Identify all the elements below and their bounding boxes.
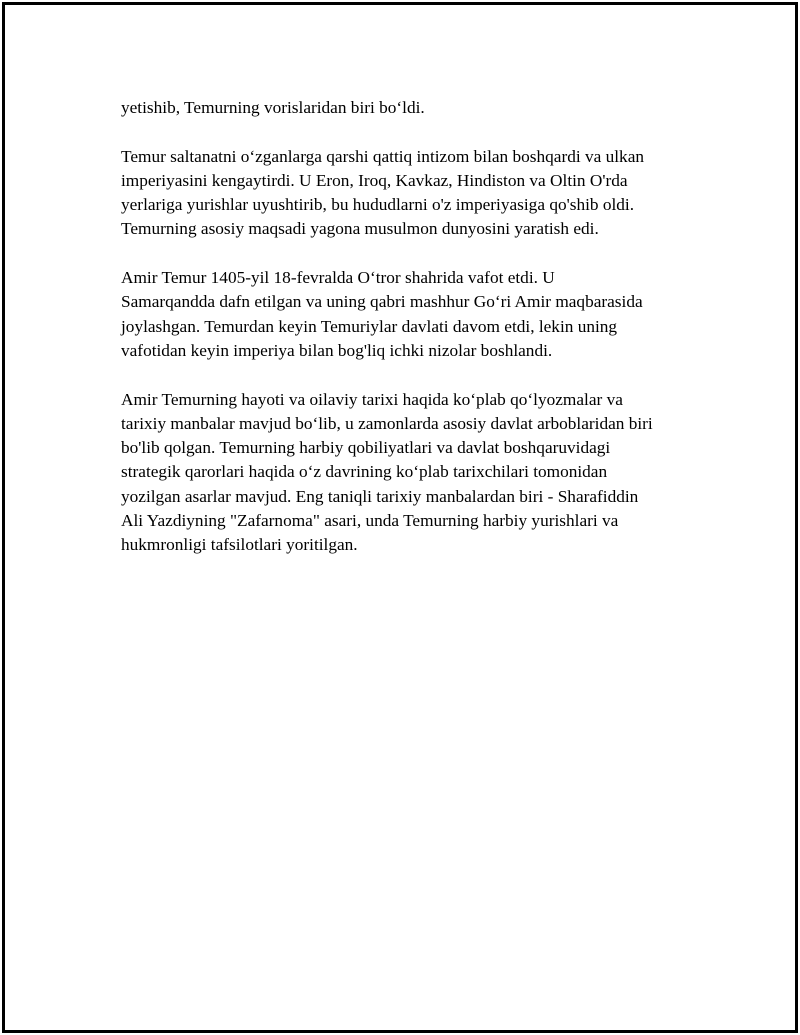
paragraph-3 — [121, 266, 701, 363]
text-line: yerlariga yurishlar uyushtirib, bu hududlarni o'z imperiyasiga qo'shib oldi. — [121, 195, 635, 215]
page-border — [2, 2, 798, 1033]
text-line: imperiyasini kengaytirdi. U Eron, Iroq, Kavkaz, Hindiston va Oltin O'rda — [121, 170, 628, 190]
document-body — [121, 96, 701, 582]
text-line: Amir Temurning hayoti va oilaviy tarixi haqida ko‘plab qo‘lyozmalar va — [121, 389, 623, 409]
paragraph-4 — [121, 388, 701, 558]
text-line: Ali Yazdiyning "Zafarnoma" asari, unda Temurning harbiy yurishlari va — [121, 511, 619, 531]
paragraph-1 — [121, 96, 701, 120]
text-line: joylashgan. Temurdan keyin Temuriylar davlati davom etdi, lekin uning — [121, 316, 618, 336]
text-line: Temur saltanatni o‘zganlarga qarshi qattiq intizom bilan boshqardi va ulkan — [121, 146, 645, 166]
text-line: vafotidan keyin imperiya bilan bog'liq ichki nizolar boshlandi. — [121, 340, 553, 360]
paragraph-2 — [121, 145, 701, 242]
text-line: yetishib, Temurning vorislaridan biri bo‘ldi. — [121, 98, 425, 117]
text-line: bo'lib qolgan. Temurning harbiy qobiliyatlari va davlat boshqaruvidagi — [121, 438, 611, 458]
text-line: Samarqandda dafn etilgan va uning qabri mashhur Go‘ri Amir maqbarasida — [121, 292, 643, 312]
text-line: tarixiy manbalar mavjud bo‘lib, u zamonlarda asosiy davlat arboblaridan biri — [121, 413, 653, 433]
text-line: hukmronligi tafsilotlari yoritilgan. — [121, 535, 358, 555]
text-line: yozilgan asarlar mavjud. Eng taniqli tarixiy manbalardan biri - Sharafiddin — [121, 486, 639, 506]
text-line: Amir Temur 1405-yil 18-fevralda O‘tror shahrida vafot etdi. U — [121, 268, 555, 288]
text-line: strategik qarorlari haqida o‘z davrining ko‘plab tarixchilari tomonidan — [121, 462, 608, 482]
text-line: Temurning asosiy maqsadi yagona musulmon dunyosini yaratish edi. — [121, 219, 599, 239]
